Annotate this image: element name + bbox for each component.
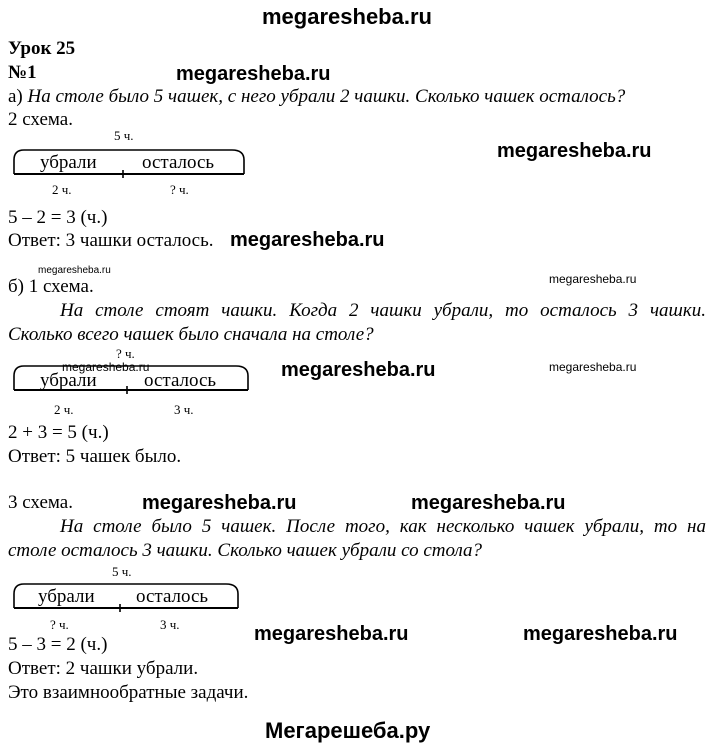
- part-b-problem-line1: На столе стоят чашки. Когда 2 чашки убрали, то осталось 3 чашки.: [60, 300, 706, 321]
- part-c-answer: Ответ: 2 чашки убрали.: [8, 658, 199, 679]
- watermark-text: megaresheba.ru: [254, 623, 409, 645]
- part-b-equation: 2 + 3 = 5 (ч.): [8, 422, 109, 443]
- part-c-problem-line2: столе осталось 3 чашки. Сколько чашек убрали со стола?: [8, 540, 483, 561]
- scheme-b-below-left: 2 ч.: [54, 402, 74, 417]
- scheme-c: [10, 562, 250, 634]
- part-a-letter: а): [8, 86, 23, 107]
- watermark-text: megaresheba.ru: [549, 360, 637, 374]
- scheme-b: [10, 344, 250, 418]
- scheme-c-right: осталось: [136, 586, 209, 607]
- watermark-text: megaresheba.ru: [142, 492, 297, 514]
- watermark-text: megaresheba.ru: [230, 229, 385, 251]
- part-b-scheme-title: [8, 276, 94, 298]
- watermark-text: megaresheba.ru: [38, 265, 111, 276]
- part-c-equation: 5 – 3 = 2 (ч.): [8, 634, 108, 655]
- watermark-text: megaresheba.ru: [281, 359, 436, 381]
- part-c-conclusion: Это взаимнообратные задачи.: [8, 682, 249, 703]
- watermark-text: megaresheba.ru: [549, 272, 637, 286]
- scheme-b-right: осталось: [144, 370, 217, 391]
- scheme-c-total: 5 ч.: [112, 564, 132, 579]
- scheme-c-below-right: 3 ч.: [160, 617, 180, 632]
- scheme-a-total: 5 ч.: [114, 128, 134, 143]
- lesson-title: Урок 25: [8, 38, 76, 59]
- watermark-text: megaresheba.ru: [176, 63, 331, 85]
- part-a-scheme-title: 2 схема.: [8, 109, 73, 130]
- part-a-text: На столе было 5 чашек, с него убрали 2 чашки. Сколько чашек осталось?: [27, 86, 626, 107]
- scheme-a-right: осталось: [142, 152, 215, 173]
- watermark-text: megaresheba.ru: [497, 140, 652, 162]
- scheme-b-total: ? ч.: [116, 346, 135, 361]
- part-b-problem-line2: Сколько всего чашек было сначала на столе?: [8, 324, 374, 345]
- scheme-a-below-left: 2 ч.: [52, 182, 72, 197]
- part-b-scheme-label: 1 схема.: [28, 276, 94, 297]
- scheme-a-left: убрали: [40, 152, 97, 173]
- scheme-b-below-right: 3 ч.: [174, 402, 194, 417]
- watermark-text: megaresheba.ru: [523, 623, 678, 645]
- part-a-answer: Ответ: 3 чашки осталось.: [8, 230, 214, 251]
- part-c-scheme-title: 3 схема.: [8, 492, 73, 513]
- watermark-text: megaresheba.ru: [411, 492, 566, 514]
- watermark-text: megaresheba.ru: [62, 360, 150, 374]
- task-number: №1: [8, 62, 37, 83]
- scheme-a-below-right: ? ч.: [170, 182, 189, 197]
- part-a-equation: 5 – 2 = 3 (ч.): [8, 207, 108, 228]
- scheme-c-left: убрали: [38, 586, 95, 607]
- part-b-letter: б): [8, 276, 24, 297]
- part-c-problem-line1: На столе было 5 чашек. После того, как несколько чашек убрали, то на: [60, 516, 706, 537]
- part-a-problem: [8, 86, 625, 108]
- footer-watermark: Мегарешеба.ру: [265, 718, 431, 743]
- scheme-a: [10, 128, 250, 200]
- header-watermark: megaresheba.ru: [262, 4, 432, 29]
- scheme-b-left: убрали: [40, 370, 97, 391]
- scheme-c-below-left: ? ч.: [50, 617, 69, 632]
- part-b-answer: Ответ: 5 чашек было.: [8, 446, 182, 467]
